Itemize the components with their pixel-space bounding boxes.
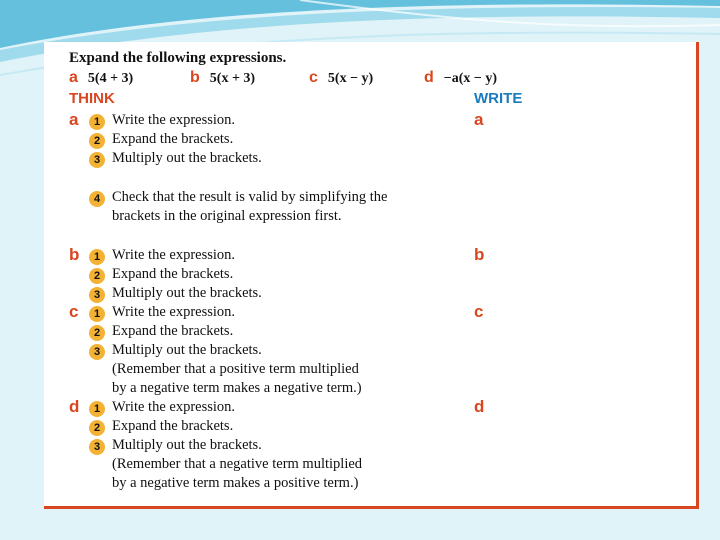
worked-example-card: [44, 42, 699, 509]
note-text: (Remember that a positive term multiplied: [112, 361, 359, 377]
write-heading: WRITE: [474, 90, 523, 107]
step-number-badge: 3: [89, 287, 105, 303]
step-number-badge: 3: [89, 439, 105, 455]
section-letter-a: a: [69, 110, 79, 129]
step-number-badge: 3: [89, 344, 105, 360]
question-title: Expand the following expressions.: [69, 50, 287, 66]
part-expression: 5(x + 3): [209, 71, 256, 86]
step-text: brackets in the original expression first.: [112, 208, 342, 224]
step-number-badge: 1: [89, 249, 105, 265]
step-text: Multiply out the brackets.: [112, 342, 262, 358]
step-text: Write the expression.: [112, 304, 236, 320]
step-number-badge: 1: [89, 401, 105, 417]
question-part-b: [190, 69, 255, 87]
step-number-badge: 1: [89, 114, 105, 130]
write-letter-b: b: [474, 245, 485, 264]
section-letter-d: d: [69, 397, 80, 416]
step-text: Write the expression.: [112, 399, 236, 415]
step-number-badge: 2: [89, 133, 105, 149]
step-text: Multiply out the brackets.: [112, 150, 262, 166]
part-expression: 5(x − y): [327, 71, 374, 86]
step-number-badge: 2: [89, 268, 105, 284]
step-number-badge: 3: [89, 152, 105, 168]
step-number-badge: 2: [89, 420, 105, 436]
part-letter: a: [69, 69, 78, 86]
write-letter-a: a: [474, 110, 484, 129]
part-letter: c: [309, 69, 318, 86]
question-part-c: [309, 69, 373, 87]
note-text: by a negative term makes a negative term.): [112, 380, 362, 396]
part-letter: b: [190, 69, 200, 86]
step-text: Check that the result is valid by simplifying the: [112, 189, 388, 205]
write-letter-c: c: [474, 302, 484, 321]
step-text: Expand the brackets.: [112, 266, 234, 282]
part-expression: 5(4 + 3): [87, 71, 134, 86]
step-number-badge: 4: [89, 191, 105, 207]
question-part-a: [69, 69, 133, 87]
step-text: Write the expression.: [112, 112, 236, 128]
step-number-badge: 1: [89, 306, 105, 322]
step-text: Expand the brackets.: [112, 131, 234, 147]
step-text: Write the expression.: [112, 247, 236, 263]
section-letter-c: c: [69, 302, 79, 321]
step-text: Multiply out the brackets.: [112, 285, 262, 301]
section-letter-b: b: [69, 245, 80, 264]
think-heading: THINK: [69, 90, 115, 107]
step-number-badge: 2: [89, 325, 105, 341]
note-text: by a negative term makes a positive term.): [112, 475, 359, 491]
note-text: (Remember that a negative term multiplied: [112, 456, 363, 472]
step-text: Expand the brackets.: [112, 418, 234, 434]
part-expression: −a(x − y): [443, 71, 498, 86]
write-letter-d: d: [474, 397, 485, 416]
question-part-d: [424, 69, 497, 87]
step-text: Expand the brackets.: [112, 323, 234, 339]
step-text: Multiply out the brackets.: [112, 437, 262, 453]
part-letter: d: [424, 69, 434, 86]
